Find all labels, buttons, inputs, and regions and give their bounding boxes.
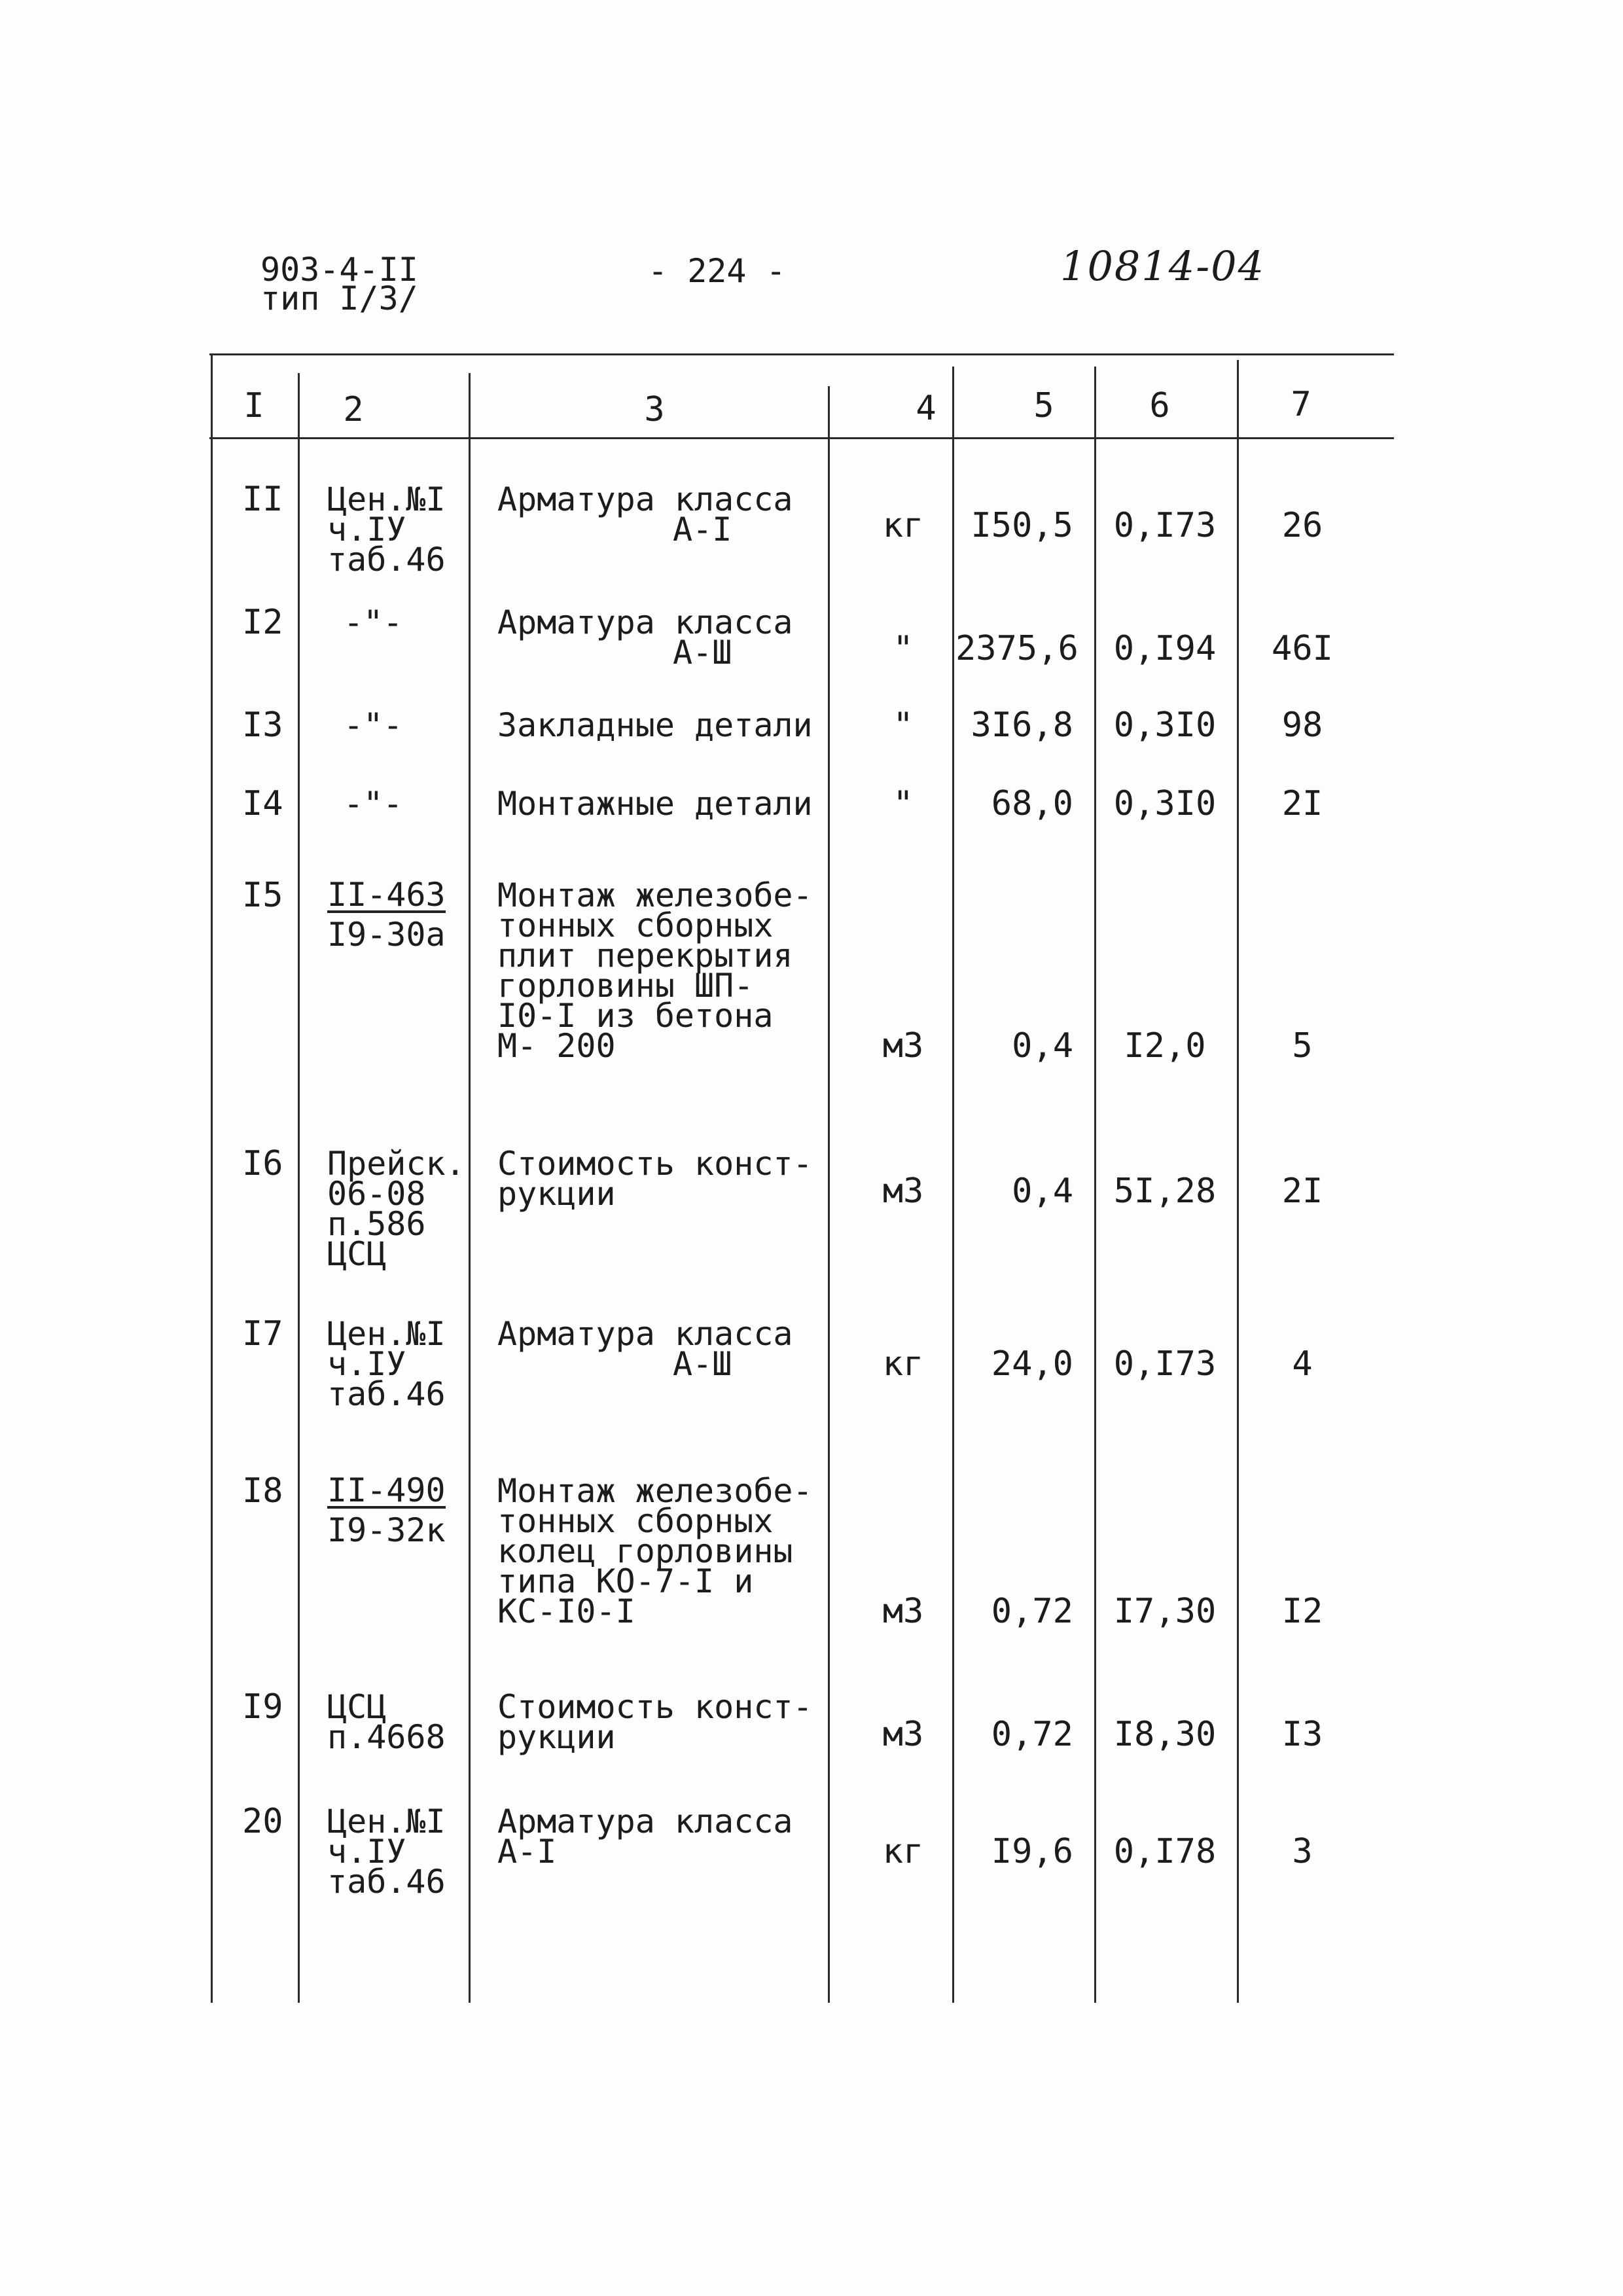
total-value: 5 bbox=[1292, 1026, 1313, 1066]
reference-line: Цен.№I bbox=[327, 1803, 446, 1840]
column-border-5 bbox=[952, 367, 954, 2003]
row-number: I9 bbox=[242, 1687, 283, 1727]
description-line: Монтажные детали bbox=[497, 785, 813, 823]
unit-value: м3 bbox=[882, 1172, 924, 1211]
description-line: горловины ШП- bbox=[497, 967, 754, 1005]
reference-line: -"- bbox=[344, 603, 403, 641]
description-line: А-I bbox=[497, 1833, 557, 1871]
unit-value: кг bbox=[882, 1832, 924, 1871]
reference-line: ЦСЦ bbox=[327, 1235, 387, 1273]
description-line: плит перекрытия bbox=[497, 937, 793, 975]
column-number: 2 bbox=[343, 390, 364, 429]
description-line: Арматура класса bbox=[497, 603, 793, 641]
column-border-left bbox=[211, 353, 213, 2003]
reference-line: 06-08 bbox=[327, 1175, 426, 1213]
reference-line: -"- bbox=[344, 785, 403, 823]
description-line: М- 200 bbox=[497, 1027, 616, 1065]
reference-line: таб.46 bbox=[327, 541, 446, 579]
total-value: I2 bbox=[1281, 1592, 1323, 1631]
total-value: I3 bbox=[1281, 1715, 1323, 1754]
unit-price-value: I8,30 bbox=[1113, 1715, 1217, 1754]
column-border-7 bbox=[1237, 360, 1239, 2003]
description-line: Арматура класса bbox=[497, 1803, 793, 1840]
reference-denominator: I9-30а bbox=[327, 916, 446, 954]
unit-value: м3 bbox=[882, 1715, 924, 1754]
description-line: колец горловины bbox=[497, 1532, 793, 1570]
reference-numerator: II-490 bbox=[327, 1471, 446, 1509]
reference-numerator: II-463 bbox=[327, 876, 446, 914]
reference-line: ч.IУ bbox=[327, 1345, 406, 1383]
unit-value: " bbox=[893, 629, 914, 668]
unit-price-value: 0,I73 bbox=[1113, 506, 1217, 545]
unit-value: м3 bbox=[882, 1592, 924, 1631]
unit-price-value: I2,0 bbox=[1124, 1026, 1206, 1066]
row-number: II bbox=[242, 480, 283, 519]
total-value: 2I bbox=[1281, 1172, 1323, 1211]
description-line: типа КО-7-I и bbox=[497, 1562, 754, 1600]
total-value: 46I bbox=[1272, 629, 1333, 668]
row-number: I7 bbox=[242, 1314, 283, 1354]
table-top-rule bbox=[209, 353, 1394, 355]
description-line: тонных сборных bbox=[497, 906, 774, 944]
column-border-6 bbox=[1094, 367, 1096, 2003]
description-line: тонных сборных bbox=[497, 1502, 774, 1540]
column-number: 5 bbox=[1033, 386, 1054, 425]
quantity-value: 24,0 bbox=[991, 1344, 1073, 1384]
row-number: I8 bbox=[242, 1471, 283, 1511]
reference-line: Цен.№I bbox=[327, 480, 446, 518]
description-line: Стоимость конст- bbox=[497, 1688, 813, 1726]
unit-price-value: 5I,28 bbox=[1113, 1172, 1217, 1211]
quantity-value: 0,72 bbox=[991, 1592, 1073, 1631]
document-code: 903-4-II bbox=[260, 251, 418, 289]
column-border-3 bbox=[469, 373, 471, 2003]
description-line: А-I bbox=[673, 511, 732, 548]
description-line: Монтаж железобе- bbox=[497, 1472, 813, 1510]
unit-price-value: 0,I94 bbox=[1113, 629, 1217, 668]
quantity-value: 0,4 bbox=[1012, 1026, 1073, 1066]
column-number: 7 bbox=[1291, 385, 1311, 424]
description-line: рукции bbox=[497, 1718, 616, 1756]
total-value: 2I bbox=[1281, 784, 1323, 823]
reference-denominator: I9-32к bbox=[327, 1511, 446, 1549]
reference-line: таб.46 bbox=[327, 1863, 446, 1901]
unit-price-value: 0,I73 bbox=[1113, 1344, 1217, 1384]
unit-price-value: 0,I78 bbox=[1113, 1832, 1217, 1871]
unit-value: кг bbox=[882, 506, 924, 545]
unit-price-value: 0,3I0 bbox=[1113, 784, 1217, 823]
row-number: I6 bbox=[242, 1144, 283, 1183]
total-value: 3 bbox=[1292, 1832, 1313, 1871]
reference-line: Прейск. bbox=[327, 1145, 465, 1183]
unit-price-value: 0,3I0 bbox=[1113, 706, 1217, 745]
quantity-value: I9,6 bbox=[991, 1832, 1073, 1871]
description-line: Стоимость конст- bbox=[497, 1145, 813, 1183]
description-line: рукции bbox=[497, 1175, 616, 1213]
reference-line: ч.IУ bbox=[327, 1833, 406, 1871]
reference-line: ч.IУ bbox=[327, 511, 406, 548]
unit-value: " bbox=[893, 784, 914, 823]
unit-value: " bbox=[893, 706, 914, 745]
description-line: Монтаж железобе- bbox=[497, 876, 813, 914]
column-number: 6 bbox=[1149, 386, 1170, 425]
unit-value: м3 bbox=[882, 1026, 924, 1066]
description-line: Арматура класса bbox=[497, 480, 793, 518]
inventory-number: 10814-04 bbox=[1060, 242, 1266, 290]
description-line: А-Ш bbox=[673, 634, 732, 672]
quantity-value: 68,0 bbox=[991, 784, 1073, 823]
total-value: 4 bbox=[1292, 1344, 1313, 1384]
row-number: I2 bbox=[242, 603, 283, 642]
reference-line: п.586 bbox=[327, 1205, 426, 1243]
description-line: КС-I0-I bbox=[497, 1592, 635, 1630]
unit-price-value: I7,30 bbox=[1113, 1592, 1217, 1631]
reference-line: Цен.№I bbox=[327, 1315, 446, 1353]
column-border-4 bbox=[828, 386, 830, 2003]
table-header-rule bbox=[209, 437, 1394, 439]
reference-line: -"- bbox=[344, 706, 403, 744]
row-number: I3 bbox=[242, 706, 283, 745]
reference-line: таб.46 bbox=[327, 1375, 446, 1413]
quantity-value: I50,5 bbox=[971, 506, 1073, 545]
total-value: 98 bbox=[1281, 706, 1323, 745]
description-line: I0-I из бетона bbox=[497, 997, 774, 1035]
quantity-value: 0,72 bbox=[991, 1715, 1073, 1754]
row-number: I5 bbox=[242, 876, 283, 915]
row-number: 20 bbox=[242, 1802, 283, 1841]
column-number: 4 bbox=[916, 389, 936, 428]
column-number: I bbox=[243, 386, 264, 425]
row-number: I4 bbox=[242, 784, 283, 823]
quantity-value: 3I6,8 bbox=[971, 706, 1073, 745]
page-number: - 224 - bbox=[648, 252, 786, 290]
quantity-value: 2375,6 bbox=[955, 629, 1079, 668]
column-border-2 bbox=[298, 373, 300, 2003]
description-line: Закладные детали bbox=[497, 706, 813, 744]
document-type: тип I/3/ bbox=[260, 279, 418, 317]
total-value: 26 bbox=[1281, 506, 1323, 545]
quantity-value: 0,4 bbox=[1012, 1172, 1073, 1211]
reference-line: п.4668 bbox=[327, 1718, 446, 1756]
reference-line: ЦСЦ bbox=[327, 1688, 387, 1726]
column-number: 3 bbox=[644, 390, 665, 429]
unit-value: кг bbox=[882, 1344, 924, 1384]
description-line: А-Ш bbox=[673, 1345, 732, 1383]
description-line: Арматура класса bbox=[497, 1315, 793, 1353]
